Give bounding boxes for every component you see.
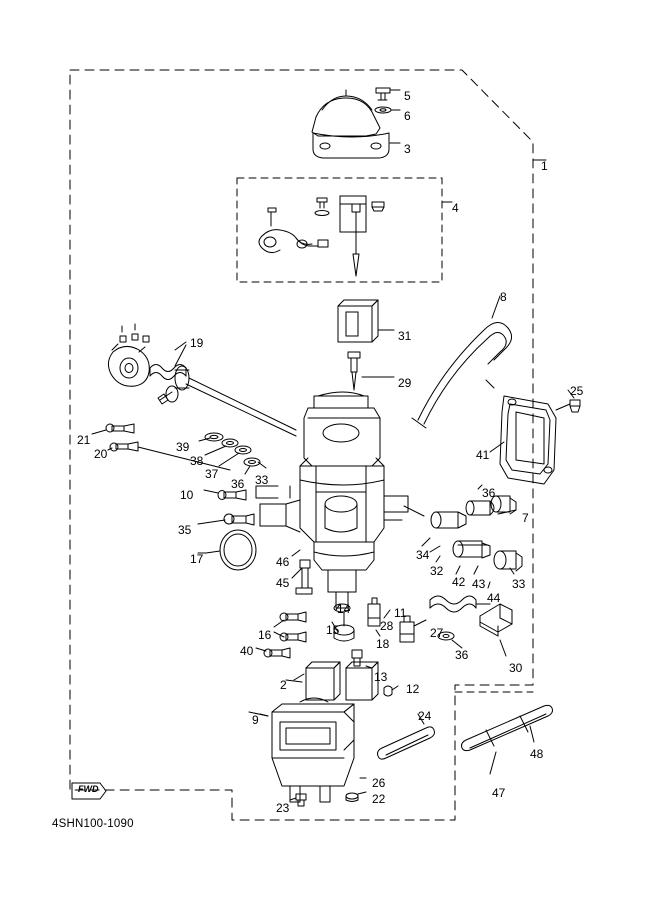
gasket-ring-17 <box>206 530 312 594</box>
callout-number: 25 <box>570 384 584 398</box>
callout-number: 6 <box>404 109 411 123</box>
callout-number: 40 <box>240 644 254 658</box>
callout-number: 11 <box>394 606 407 620</box>
callout-number: 44 <box>487 591 501 605</box>
callout-number: 34 <box>416 548 430 562</box>
leader-21 <box>92 430 106 434</box>
cover-plate-41 <box>490 396 580 484</box>
callout-number: 21 <box>77 433 91 447</box>
callout-number: 22 <box>372 792 386 806</box>
callout-number: 31 <box>398 329 412 343</box>
leader-8 <box>492 296 500 318</box>
callout-number: 43 <box>472 577 486 591</box>
callout-number: 7 <box>522 511 529 525</box>
assembly-boundary-1 <box>70 70 533 820</box>
callout-number: 19 <box>190 336 204 350</box>
callout-number: 36 <box>482 486 496 500</box>
fwd-label: FWD <box>78 784 99 794</box>
bottom-screws <box>256 598 390 658</box>
callout-number: 9 <box>252 713 259 727</box>
callout-number: 42 <box>452 575 466 589</box>
callout-number: 12 <box>406 682 420 696</box>
callout-number: 30 <box>509 661 523 675</box>
callout-number: 46 <box>276 555 290 569</box>
screws-20-21 <box>106 424 230 470</box>
callout-number: 35 <box>178 523 192 537</box>
callout-number: 36 <box>231 477 245 491</box>
callout-number: 1 <box>541 159 548 173</box>
jets-lower-right <box>400 596 512 656</box>
callout-number: 23 <box>276 801 290 815</box>
pins-12-13-24 <box>352 650 435 759</box>
callout-number: 45 <box>276 576 290 590</box>
callout-number: 38 <box>190 454 204 468</box>
callout-number: 48 <box>530 747 544 761</box>
callout-number: 3 <box>404 142 411 156</box>
vent-hose-8 <box>412 322 512 428</box>
callout-number: 33 <box>512 577 526 591</box>
callout-number: 4 <box>452 201 459 215</box>
screw-10-35 <box>198 490 254 525</box>
callout-number: 28 <box>380 619 394 633</box>
top-cover-assembly <box>312 88 391 158</box>
callout-number: 29 <box>398 376 412 390</box>
callout-number: 33 <box>255 473 269 487</box>
callout-number: 13 <box>374 670 388 684</box>
callout-number: 24 <box>418 709 432 723</box>
callout-number: 32 <box>430 564 444 578</box>
callout-number: 5 <box>404 89 411 103</box>
leader-19b <box>175 345 186 366</box>
float-pieces-2 <box>294 662 378 700</box>
callout-number: 36 <box>455 648 469 662</box>
callout-number: 17 <box>190 552 204 566</box>
callout-number: 16 <box>258 628 272 642</box>
float-bowl-9 <box>260 698 354 802</box>
callout-number: 26 <box>372 776 386 790</box>
callout-number: 47 <box>492 786 506 800</box>
callout-number: 14 <box>337 602 351 616</box>
part-code-label: 4SHN100-1090 <box>52 818 134 830</box>
throttle-slide-31 <box>338 300 378 342</box>
callout-number: 18 <box>376 637 390 651</box>
callout-number: 37 <box>205 467 219 481</box>
callout-number: 2 <box>280 678 287 692</box>
callout-number: 20 <box>94 447 108 461</box>
callout-number: 10 <box>180 488 194 502</box>
jet-needle-29 <box>348 352 360 390</box>
callout-number: 15 <box>326 623 340 637</box>
callout-number: 27 <box>430 626 444 640</box>
tubes-47-48 <box>462 705 553 774</box>
callout-number: 8 <box>500 290 507 304</box>
callout-number: 39 <box>176 440 190 454</box>
needle-valve-assembly <box>259 196 384 276</box>
callout-number: 41 <box>476 448 490 462</box>
